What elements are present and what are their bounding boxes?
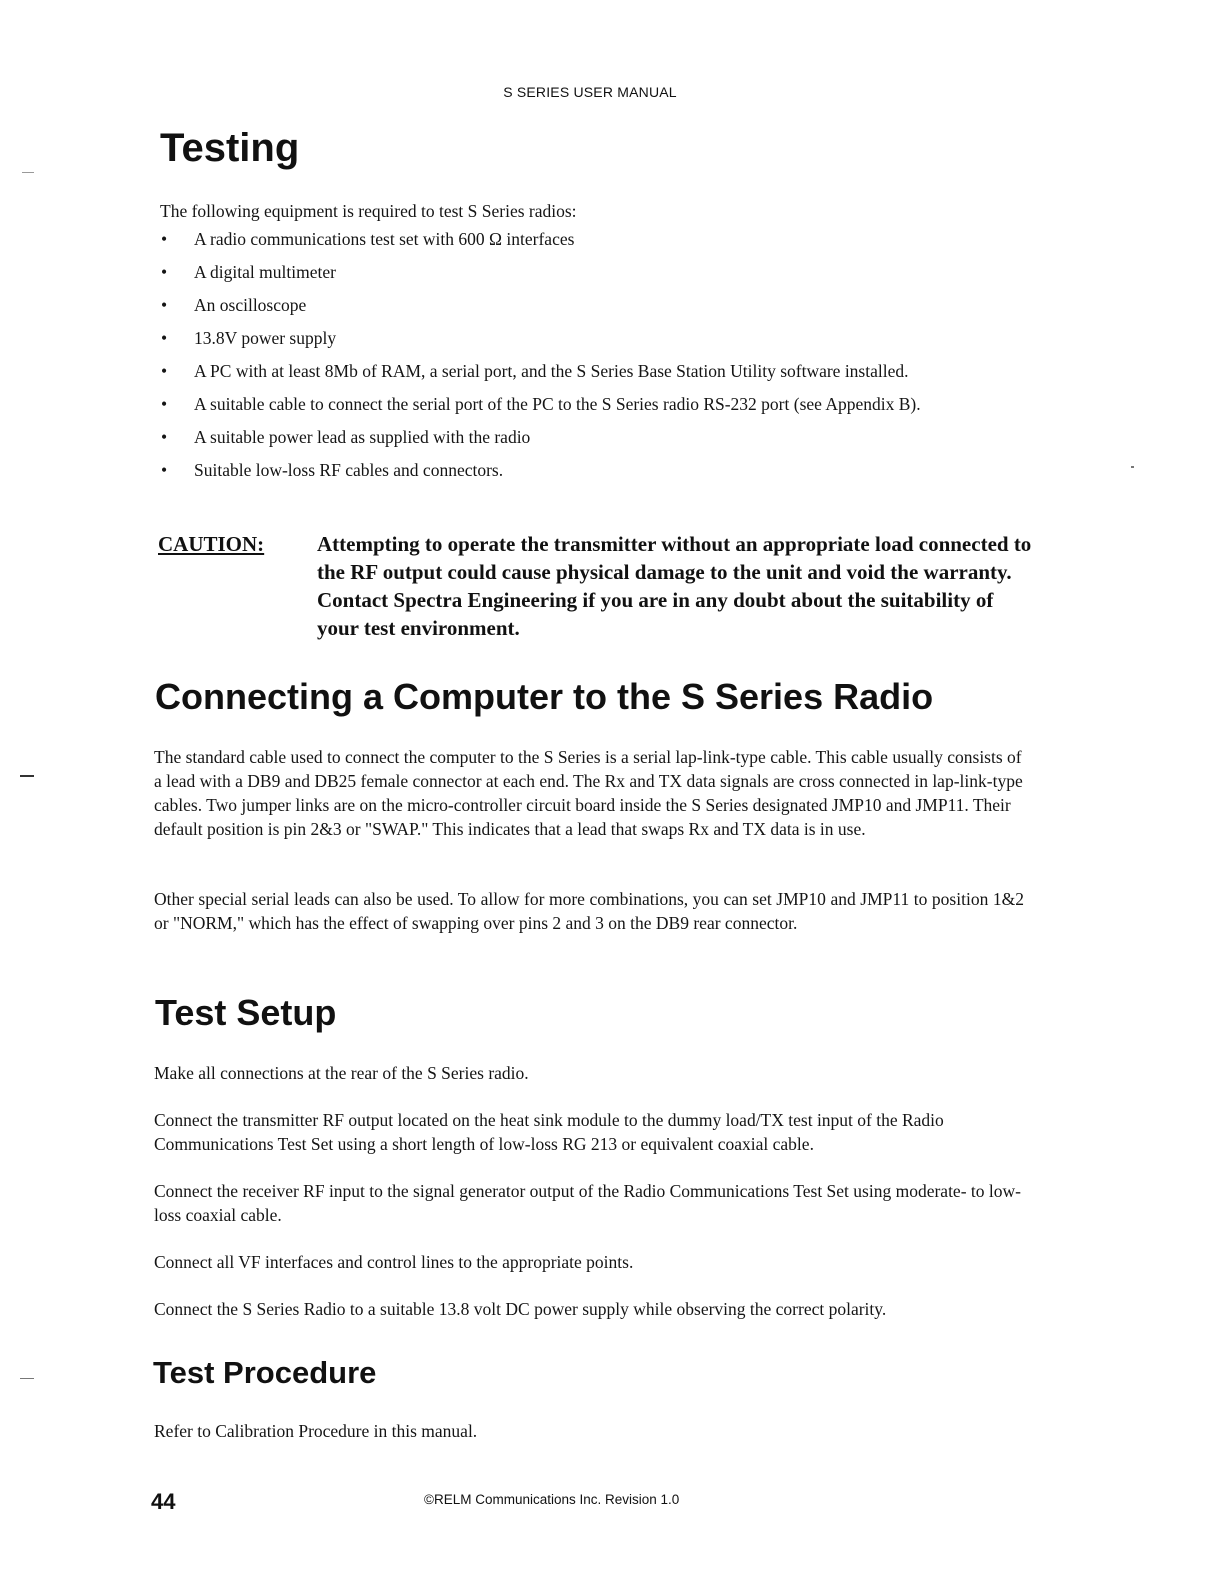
testing-heading: Testing [160,126,300,170]
setup-heading: Test Setup [155,992,337,1033]
equipment-item-text: A suitable power lead as supplied with the radio [194,427,531,447]
scan-mark [20,775,34,777]
equipment-item-text: An oscilloscope [194,295,307,315]
connecting-paragraph-1: The standard cable used to connect the computer to the S Series is a serial lap-link-type cable. This cable usually consists of a lead with a DB9 and DB25 female connector at each end. The Rx and TX data signals are cross connected in lap-link-type cables. Two jumper links are on the micro-controller circuit board inside the S Series designated JMP10 and JMP11. Their default position is pin 2&3 or "SWAP." This indicates that a lead that swaps Rx and TX data is in use. [154,747,1023,839]
scan-mark [20,1378,34,1379]
caution-text: Attempting to operate the transmitter without an appropriate load connected to the RF output could cause physical damage to the unit and void the warranty. Contact Spectra Engineering if you are in any doubt about the suitability of your test environment. [317,532,1032,640]
connecting-paragraph-2: Other special serial leads can also be used. To allow for more combinations, you can set JMP10 and JMP11 to position 1&2 or "NORM," which has the effect of swapping over pins 2 and 3 on the DB9 rear connector. [154,889,1024,933]
equipment-item-text: Suitable low-loss RF cables and connectors. [194,460,504,480]
scan-mark [22,172,34,173]
list-item [160,425,1030,449]
bullet-icon: • [161,229,168,249]
copyright-notice: ©RELM Communications Inc. Revision 1.0 [424,1492,680,1507]
equipment-item-text: A radio communications test set with 600 Ω interfaces [194,229,575,249]
setup-paragraph-5: Connect the S Series Radio to a suitable 13.8 volt DC power supply while observing the correct polarity. [154,1299,887,1319]
setup-paragraph-1: Make all connections at the rear of the S Series radio. [154,1063,529,1083]
procedure-heading: Test Procedure [153,1355,377,1390]
equipment-intro: The following equipment is required to test S Series radios: [160,201,577,221]
list-item [160,293,1030,317]
equipment-item-text: A digital multimeter [194,262,336,282]
list-item [160,392,1030,416]
equipment-item-text: A suitable cable to connect the serial port of the PC to the S Series radio RS-232 port (see Appendix B). [194,394,921,414]
procedure-text: Refer to Calibration Procedure in this manual. [154,1421,478,1441]
setup-paragraph-3: Connect the receiver RF input to the signal generator output of the Radio Communications Test Set using moderate- to low-loss coaxial cable. [154,1181,1021,1225]
equipment-item-text: 13.8V power supply [194,328,337,348]
bullet-icon: • [161,394,168,414]
bullet-icon: • [161,460,168,480]
bullet-icon: • [161,328,168,348]
bullet-icon: • [161,361,168,381]
list-item [160,260,1030,284]
bullet-icon: • [161,262,168,282]
bullet-icon: • [161,427,168,447]
list-item [160,227,1030,251]
list-item [160,326,1030,350]
list-item [160,359,1030,383]
connecting-heading: Connecting a Computer to the S Series Radio [155,676,934,717]
equipment-item-text: A PC with at least 8Mb of RAM, a serial port, and the S Series Base Station Utility software installed. [194,361,909,381]
bullet-icon: • [161,295,168,315]
list-item [160,458,1030,482]
setup-paragraph-4: Connect all VF interfaces and control lines to the appropriate points. [154,1252,634,1272]
page-number: 44 [151,1489,176,1514]
running-header: S SERIES USER MANUAL [503,84,677,100]
equipment-list [160,227,1030,491]
setup-paragraph-2: Connect the transmitter RF output located on the heat sink module to the dummy load/TX test input of the Radio Communications Test Set using a short length of low-loss RG 213 or equivalent coaxial cable. [154,1110,944,1154]
caution-label: CAUTION: [158,532,265,556]
scan-mark [1131,466,1134,468]
